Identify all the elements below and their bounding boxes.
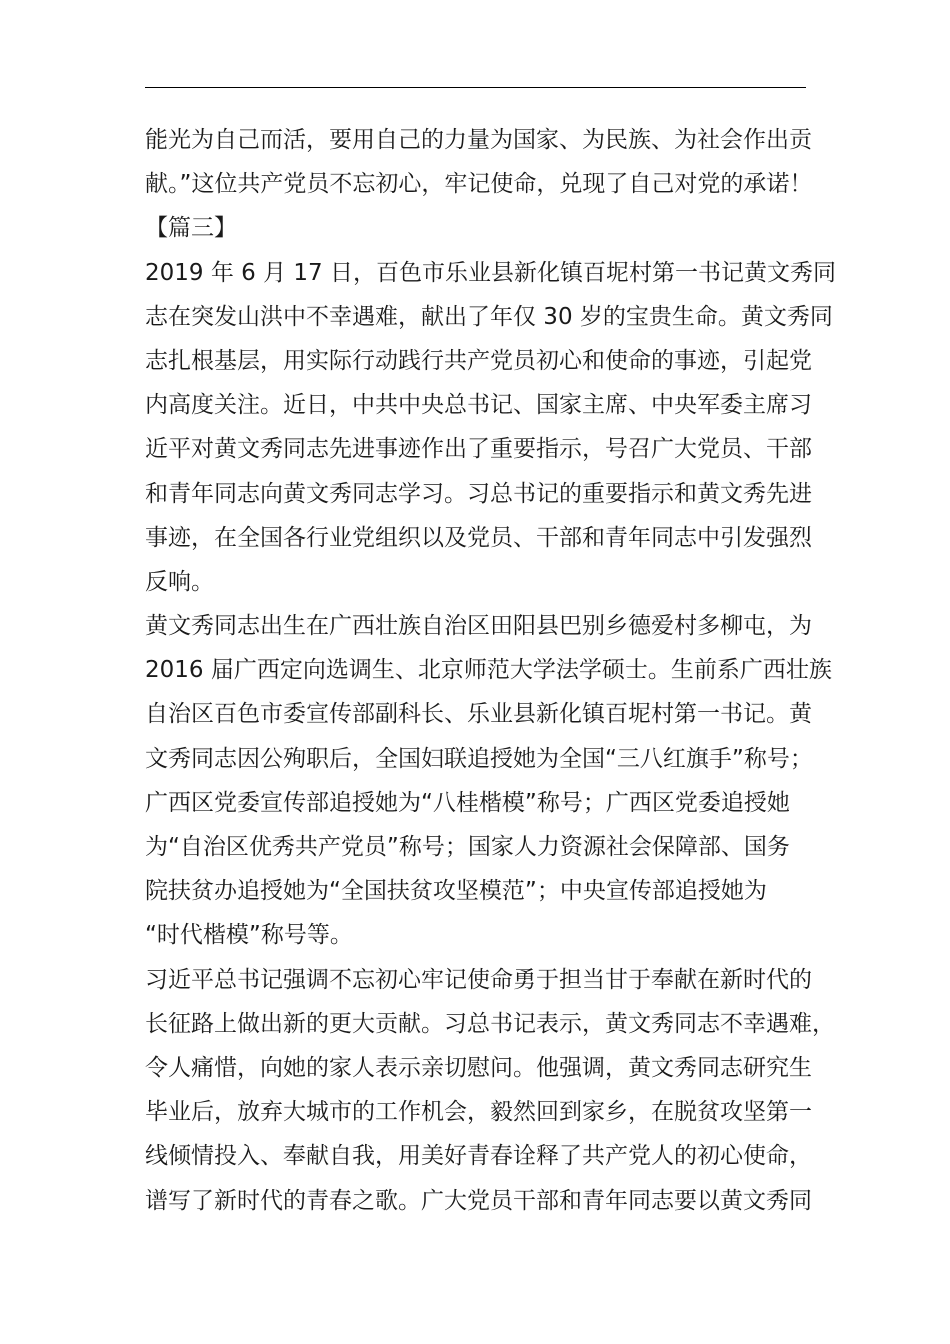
header-rule [145, 87, 806, 88]
text-line: 2016 届广西定向选调生、北京师范大学法学硕士。生前系广西壮族 [145, 657, 832, 684]
text-line: 能光为自己而活，要用自己的力量为国家、为民族、为社会作出贡 [145, 127, 812, 153]
text-line: 令人痛惜，向她的家人表示亲切慰问。他强调，黄文秀同志研究生 [145, 1054, 812, 1081]
text-line: 和青年同志向黄文秀同志学习。习总书记的重要指示和黄文秀先进 [145, 480, 812, 507]
text-line: 习近平总书记强调不忘初心牢记使命勇于担当甘于奉献在新时代的 [145, 966, 812, 993]
text-line: 谱写了新时代的青春之歌。广大党员干部和青年同志要以黄文秀同 [145, 1187, 812, 1214]
text-line: 线倾情投入、奉献自我，用美好青春诠释了共产党人的初心使命， [145, 1143, 812, 1170]
text-line: 2019 年 6 月 17 日，百色市乐业县新化镇百坭村第一书记黄文秀同 [145, 259, 836, 286]
text-line: 文秀同志因公殉职后，全国妇联追授她为全国“三八红旗手”称号； [145, 745, 813, 772]
text-line: 为“自治区优秀共产党员”称号；国家人力资源社会保障部、国务 [145, 834, 790, 860]
text-line: 毕业后，放弃大城市的工作机会，毅然回到家乡，在脱贫攻坚第一 [145, 1099, 812, 1126]
text-line: 院扶贫办追授她为“全国扶贫攻坚模范”；中央宣传部追授她为 [145, 878, 767, 905]
section-heading: 【篇三】 [145, 215, 237, 242]
text-line: 黄文秀同志出生在广西壮族自治区田阳县巴别乡德爱村多柳屯，为 [145, 613, 812, 640]
text-line: 长征路上做出新的更大贡献。习总书记表示，黄文秀同志不幸遇难， [145, 1010, 835, 1037]
text-line: 广西区党委宣传部追授她为“八桂楷模”称号；广西区党委追授她 [145, 789, 790, 816]
text-line: 反响。 [145, 568, 214, 595]
text-line: 志扎根基层，用实际行动践行共产党员初心和使命的事迹，引起党 [145, 347, 812, 374]
text-line: 近平对黄文秀同志先进事迹作出了重要指示，号召广大党员、干部 [145, 436, 812, 463]
text-line: 内高度关注。近日，中共中央总书记、国家主席、中央军委主席习 [145, 392, 812, 419]
text-line: 事迹，在全国各行业党组织以及党员、干部和青年同志中引发强烈 [145, 524, 812, 551]
text-line: 志在突发山洪中不幸遇难，献出了年仅 30 岁的宝贵生命。黄文秀同 [145, 303, 833, 330]
text-line: 献。”这位共产党员不忘初心，牢记使命，兑现了自己对党的承诺！ [145, 171, 813, 198]
text-line: “时代楷模”称号等。 [145, 922, 353, 949]
text-line: 自治区百色市委宣传部副科长、乐业县新化镇百坭村第一书记。黄 [145, 701, 812, 728]
document-body [145, 118, 836, 1223]
